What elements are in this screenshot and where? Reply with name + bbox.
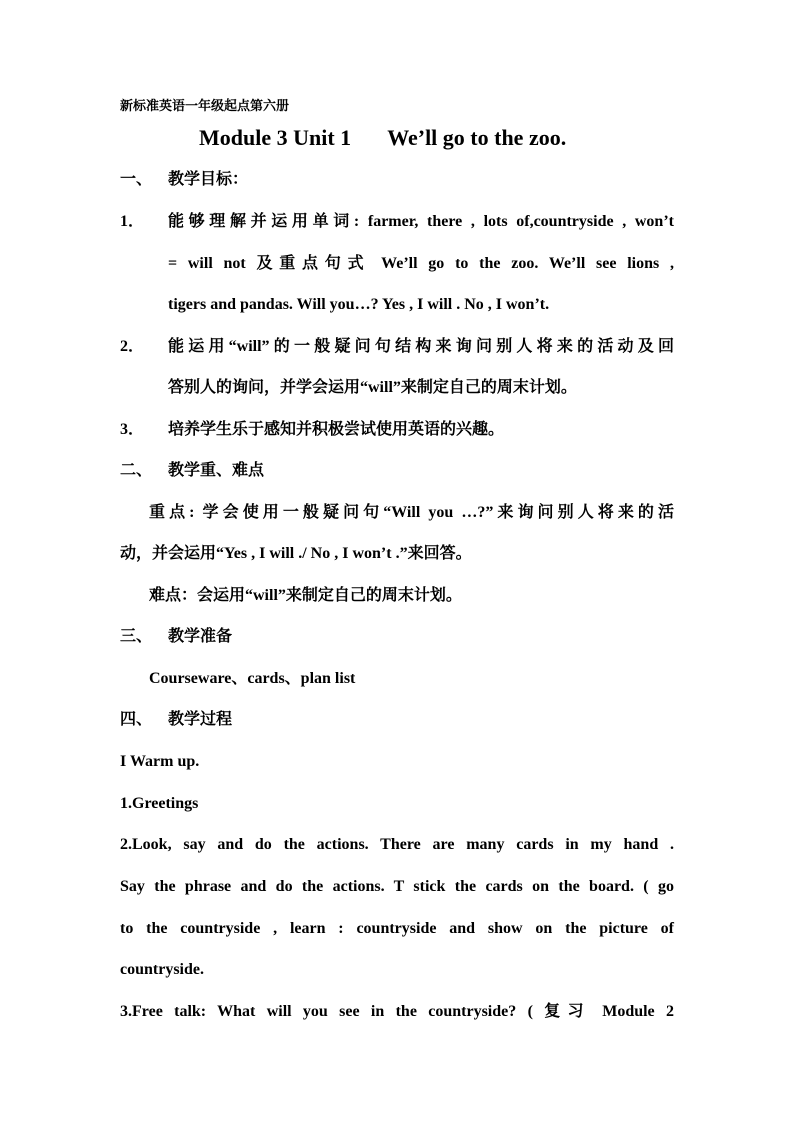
- section-heading-preparation: [120, 626, 232, 648]
- process-step-line: 2.Look, say and do the actions. There are many cards in my hand .: [120, 836, 674, 853]
- objective-line: tigers and pandas. Will you…? Yes , I will . No , I won’t.: [168, 296, 550, 313]
- objective-line: 能运用“will”的一般疑问句结构来询问别人将来的活动及回: [168, 338, 674, 355]
- section-label: 教学过程: [168, 711, 233, 728]
- process-step-line: 3.Free talk: What will you see in the countryside? ( 复习 Module 2: [120, 1003, 674, 1020]
- lesson-title-unit: We’ll go to the zoo.: [387, 125, 567, 150]
- objective-line: = will not 及重点句式 We’ll go to the zoo. We’ll see lions ,: [168, 255, 674, 272]
- objective-line: 培养学生乐于感知并积极尝试使用英语的兴趣。: [168, 421, 505, 438]
- objective-line: 能够理解并运用单词: farmer, there , lots of,countryside , won’t: [168, 213, 674, 230]
- section-number: 四、: [120, 711, 153, 728]
- process-step-line: to the countryside , learn : countryside and show on the picture of: [120, 920, 674, 937]
- process-step-line: countryside.: [120, 961, 204, 978]
- difficult-point-line: 难点：会运用“will”来制定自己的周末计划。: [149, 587, 462, 604]
- key-point-line: 重点: 学会使用一般疑问句“Will you …?”来询问别人将来的活: [149, 504, 674, 521]
- objective-number: 2．: [120, 338, 145, 355]
- objective-number: 1．: [120, 213, 145, 230]
- preparation-text: Courseware、cards、plan list: [149, 670, 356, 687]
- lesson-title-module: Module 3 Unit 1: [199, 125, 352, 150]
- process-step: 1.Greetings: [120, 795, 199, 812]
- section-heading-process: [120, 709, 232, 731]
- process-step-line: Say the phrase and do the actions. T stick the cards on the board. ( go: [120, 878, 674, 895]
- section-label: 教学目标：: [168, 171, 249, 188]
- key-point-line: 动，并会运用“Yes , I will ./ No , I won’t .”来回答。: [120, 545, 472, 562]
- section-heading-objectives: [120, 169, 248, 191]
- section-number: 三、: [120, 628, 153, 645]
- process-warm-up: I Warm up.: [120, 753, 200, 770]
- section-label: 教学重、难点: [168, 462, 265, 479]
- objective-number: 3．: [120, 421, 145, 438]
- section-number: 一、: [120, 171, 153, 188]
- header-note: 新标准英语一年级起点第六册: [120, 98, 290, 113]
- objective-line: 答别人的询问，并学会运用“will”来制定自己的周末计划。: [168, 379, 577, 396]
- section-number: 二、: [120, 462, 153, 479]
- section-heading-key-points: [120, 460, 264, 482]
- section-label: 教学准备: [168, 628, 233, 645]
- lesson-title: [199, 124, 566, 152]
